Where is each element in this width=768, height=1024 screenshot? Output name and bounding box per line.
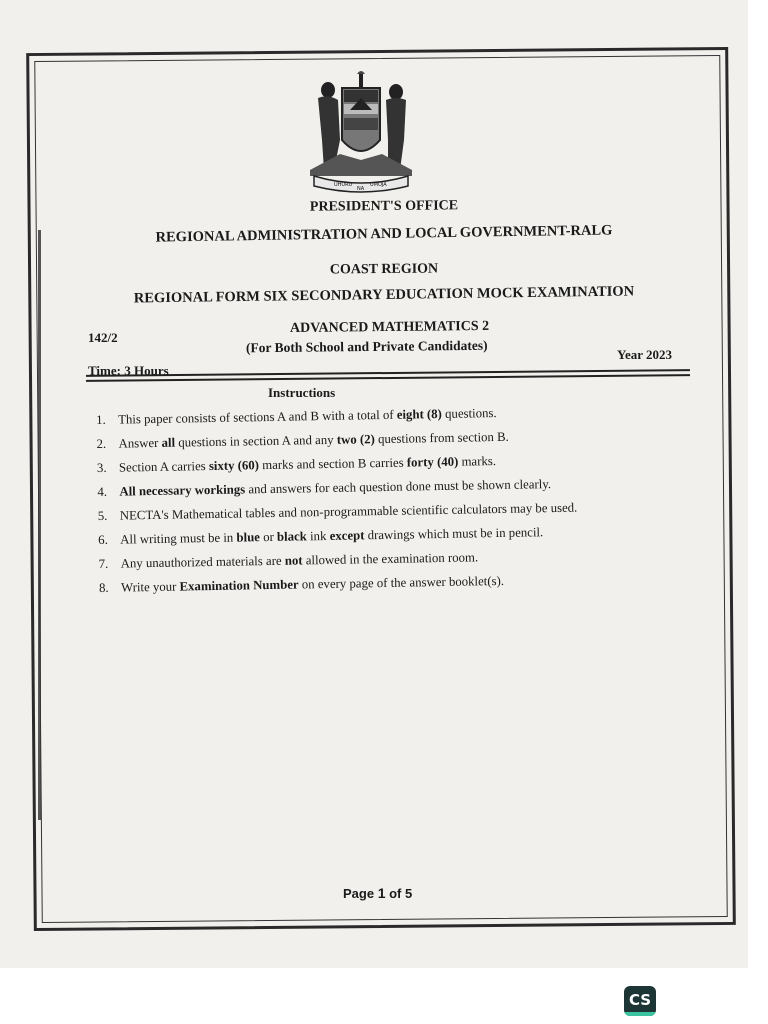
office-heading: PRESIDENT'S OFFICE bbox=[309, 198, 459, 215]
svg-text:NA: NA bbox=[357, 186, 365, 192]
svg-text:UHURU: UHURU bbox=[334, 182, 353, 188]
instruction-item: 2. Answer all questions in section A and any two (2) questions from section B. bbox=[96, 429, 509, 451]
instruction-item: 4. All necessary workings and answers for each question done must be shown clearly. bbox=[97, 477, 552, 499]
examination-heading: REGIONAL FORM SIX SECONDARY EDUCATION MOCK EXAMINATION bbox=[133, 283, 635, 307]
candidates-note: (For Both School and Private Candidates) bbox=[245, 337, 488, 356]
page-number: Page 1 of 5 bbox=[343, 885, 413, 901]
region-heading: COAST REGION bbox=[329, 261, 439, 278]
instructions-list bbox=[96, 402, 679, 604]
instruction-item: 6. All writing must be in blue or black ink except drawings which must be in pencil. bbox=[98, 525, 544, 547]
administration-heading: REGIONAL ADMINISTRATION AND LOCAL GOVERNMENT-RALG bbox=[155, 222, 613, 246]
instruction-item: 7. Any unauthorized materials are not allowed in the examination room. bbox=[98, 550, 479, 571]
subject-title: ADVANCED MATHEMATICS 2 bbox=[289, 318, 490, 337]
instruction-item: 5. NECTA's Mathematical tables and non-programmable scientific calculators may be used. bbox=[97, 500, 578, 523]
paper-code: 142/2 bbox=[88, 330, 118, 345]
instruction-item: 1. This paper consists of sections A and B with a total of eight (8) questions. bbox=[96, 406, 497, 427]
coat-of-arms-emblem bbox=[300, 70, 422, 194]
time-allowed: Time: 3 Hours bbox=[88, 363, 169, 378]
instructions-title: Instructions bbox=[268, 385, 336, 400]
instruction-item: 3. Section A carries sixty (60) marks and section B carries forty (40) marks. bbox=[96, 454, 497, 475]
exam-year: Year 2023 bbox=[617, 347, 673, 362]
camscanner-badge: CS bbox=[624, 986, 656, 1016]
instruction-item: 8. Write your Examination Number on every page of the answer booklet(s). bbox=[98, 573, 505, 595]
svg-text:UMOJA: UMOJA bbox=[370, 182, 387, 188]
